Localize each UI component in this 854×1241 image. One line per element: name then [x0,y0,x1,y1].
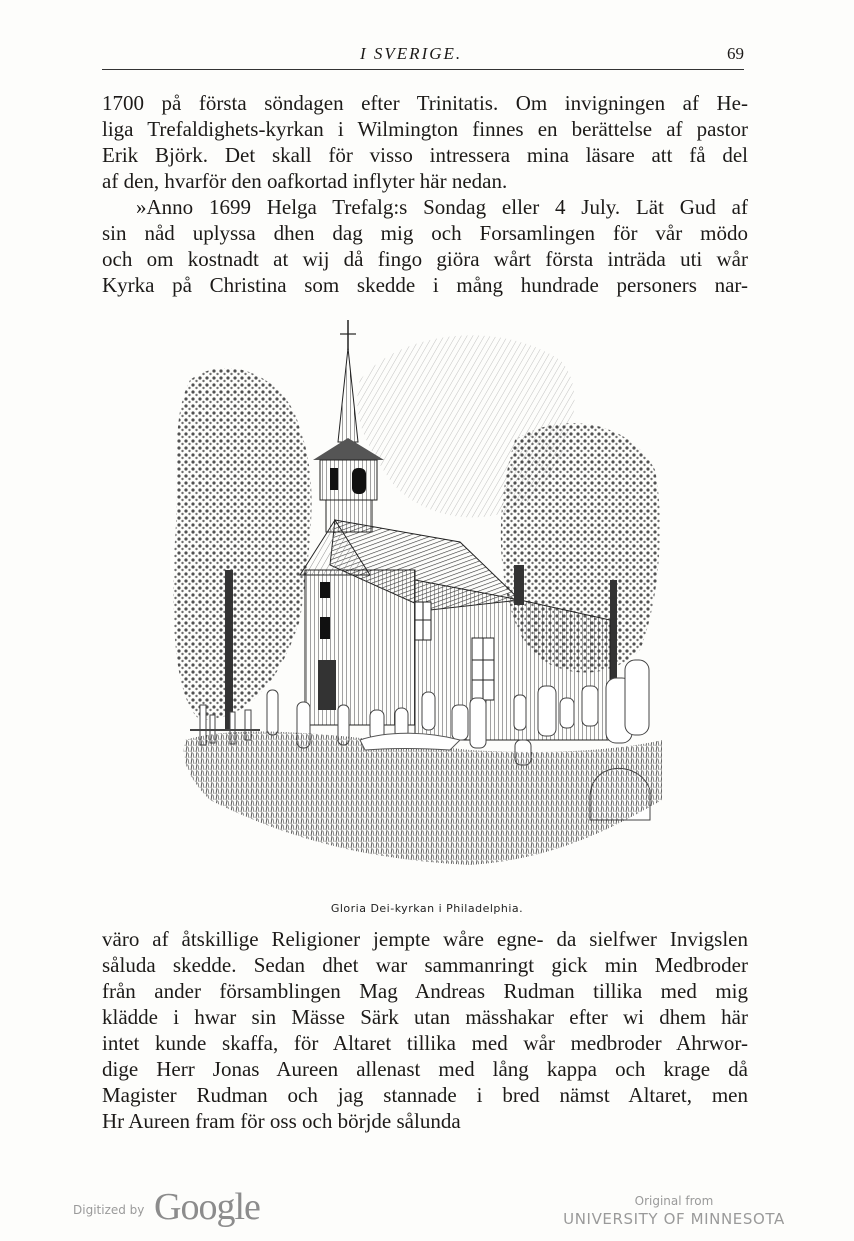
figure-caption: Gloria Dei-kyrkan i Philadelphia. [330,902,524,915]
church-engraving-icon [170,320,665,885]
digitized-by-watermark [73,1187,293,1231]
digitized-label: Digitized by [73,1203,145,1217]
original-from-label: Original from [634,1194,714,1208]
text-line: liga Trefaldighets-kyrkan i Wilmington finnes en berättelse af pastor [102,117,748,141]
original-source-label: UNIVERSITY OF MINNESOTA [563,1210,785,1228]
text-line: intet kunde skaffa, för Altaret tillika med wår medbroder Ahrwor- [102,1031,748,1055]
text-line: klädde i hwar sin Mässe Särk utan mässhakar efter wi dhem här [102,1005,748,1029]
text-line: väro af åtskillige Religioner jempte wåre egne- da sielfwer Invigslen [102,927,748,951]
text-line: Magister Rudman och jag stannade i bred nämst Altaret, men [102,1083,748,1107]
text-line: Hr Aureen fram för oss och börjde sålunda [102,1109,461,1133]
text-line: från ander församblingen Mag Andreas Rudman tillika med mig [102,979,748,1003]
running-title: I SVERIGE. [360,44,463,63]
text-line: 1700 på första söndagen efter Trinitatis. Om invigningen af He- [102,91,748,115]
text-line: Erik Björk. Det skall för visso intressera mina läsare att få del [102,143,748,167]
text-line: af den, hvarför den oafkortad inflyter här nedan. [102,169,508,193]
header-rule [102,69,744,70]
church-engraving [170,320,665,885]
google-logo: Google [154,1186,260,1228]
text-line: och om kostnadt at wij då fingo giöra wårt första inträda uti wår [102,247,748,271]
original-from-watermark [554,1194,794,1228]
text-line: Kyrka på Christina som skedde i mång hundrade personers nar- [102,273,748,297]
body-text-bottom [102,926,748,1134]
text-line: såluda skedde. Sedan dhet war sammanringt gick min Medbroder [102,953,748,977]
text-line: dige Herr Jonas Aureen allenast med lång kappa och krage då [102,1057,748,1081]
text-line: sin nåd uplyssa dhen dag mig och Forsamlingen för vår mödo [102,221,748,245]
text-line: »Anno 1699 Helga Trefalg:s Sondag eller 4 July. Lät Gud af [136,195,748,219]
body-text-top [102,90,748,298]
running-header [102,40,744,72]
page-number: 69 [727,44,744,63]
